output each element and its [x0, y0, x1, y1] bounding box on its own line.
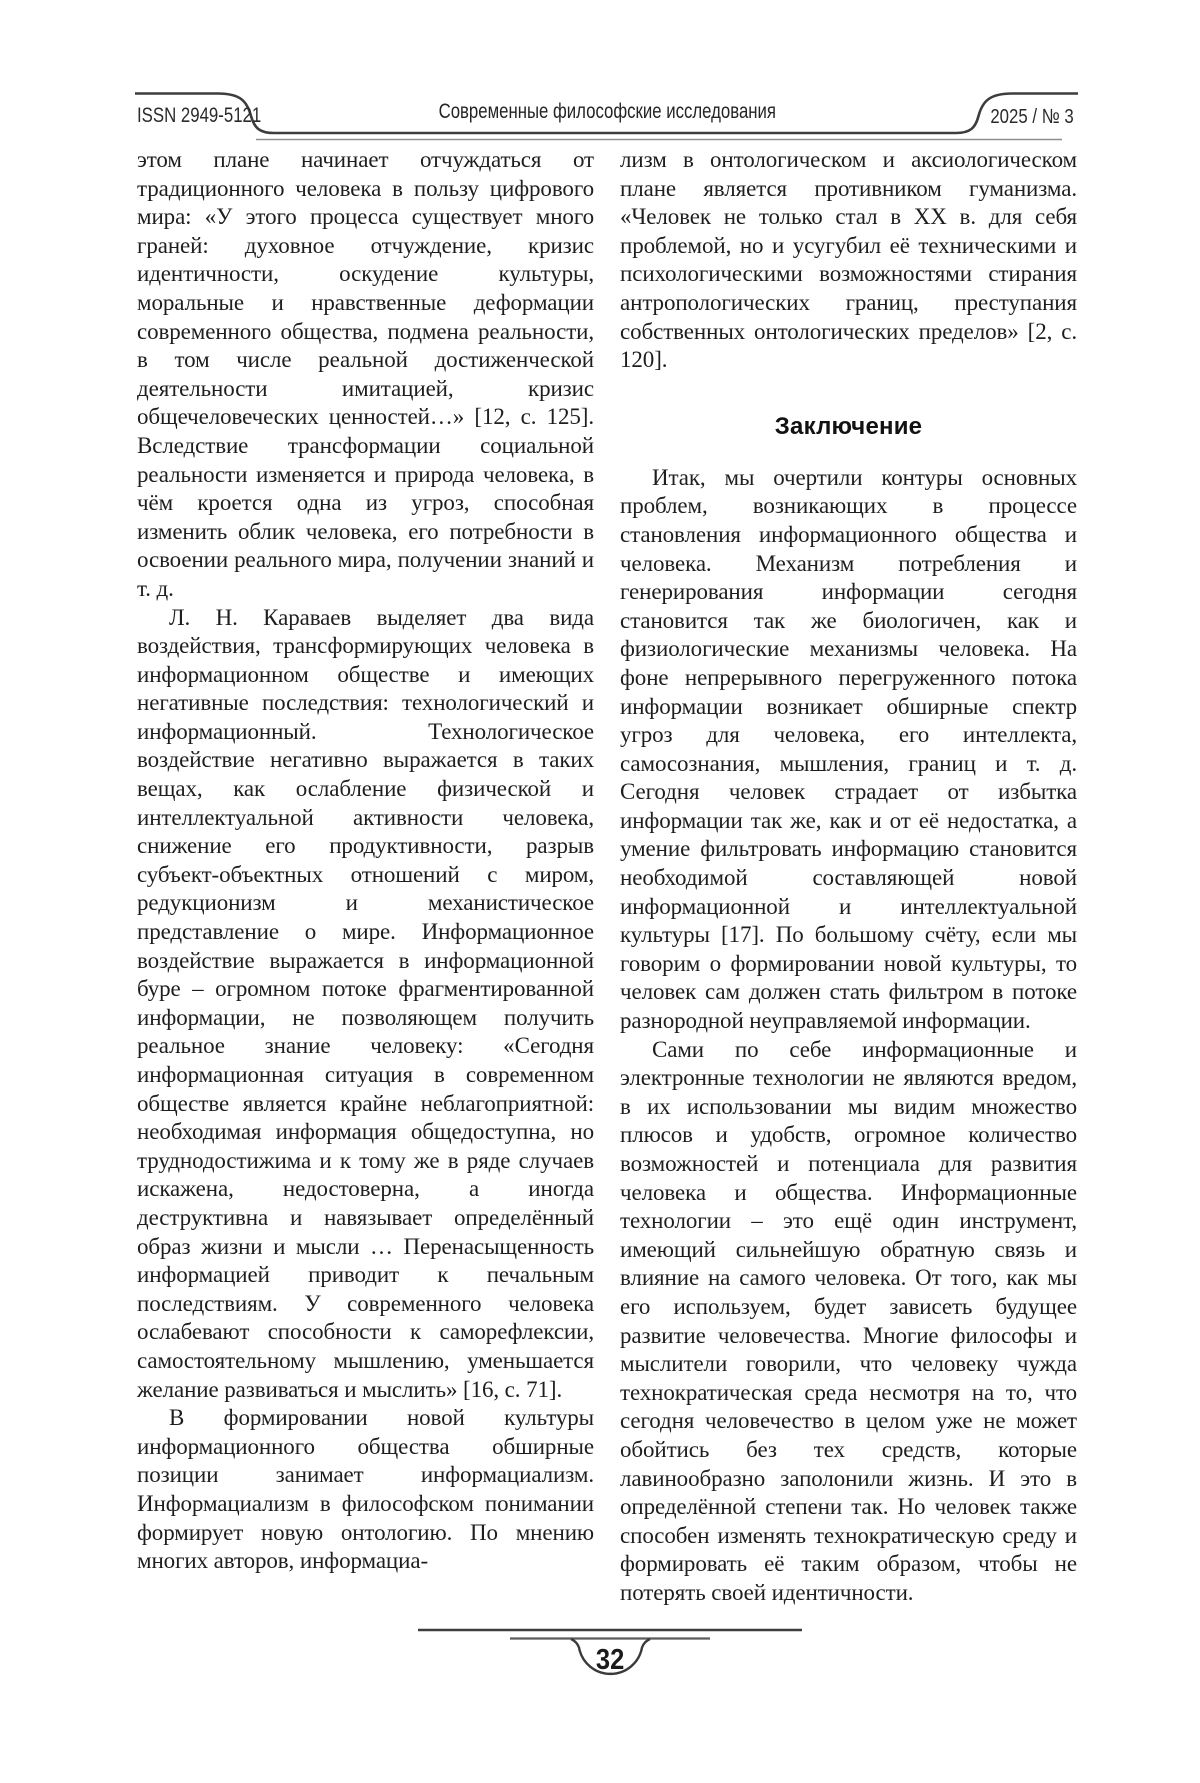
body-paragraph: Сами по себе информационные и электронные технологии не являются вредом, в их использовании мы видим множество плюсов и удобств, огромное количество возможностей и потенциала для развития человека и общества. Информационные технологии – это ещё один инструмент, имеющий сильнейшую обратную связь и влияние на самого человека. От того, как мы его используем, будет зависеть будущее развитие человечества. Многие философы и мыслители говорили, что человеку чужда технократическая среда несмотря на то, что сегодня человечество в целом уже не может обойтись без тех средств, которые лавинообразно заполонили жизнь. И это в определённой степени так. Но человек также способен изменять технократическую среду и формировать её таким образом, чтобы не потерять своей идентичности.	[620, 1036, 1077, 1605]
header-issue: 2025 / № 3	[990, 105, 1074, 128]
header-issn: ISSN 2949-5121	[137, 104, 262, 127]
header-journal-title-text: Современные философские исследования	[438, 99, 776, 123]
section-heading-conclusion: Заключение	[774, 412, 923, 440]
right-column	[620, 146, 1077, 1608]
page-number-text: 32	[595, 1644, 625, 1676]
left-column	[137, 146, 594, 1576]
header-journal-title	[136, 99, 1078, 124]
body-paragraph: этом плане начинает отчуждаться от традиционного человека в пользу цифрового мира: «У этого процесса существует много граней: духовное отчуждение, кризис идентичности, оскудение культуры, моральные и нравственные деформации современного общества, подмена реальности, в том числе реальной достиженческой деятельности имитацией, кризис общечеловеческих ценностей…» [12, с. 125]. Вследствие трансформации социальной реальности изменяется и природа человека, в чём кроется одна из угроз, способная изменить облик человека, его потребности в освоении реального мира, получении знаний и т. д.	[137, 147, 594, 601]
body-paragraph: Л. Н. Караваев выделяет два вида воздействия, трансформирующих человека в информационном обществе и имеющих негативные последствия: технологический и информационный. Технологическое воздействие негативно выражается в таких вещах, как ослабление физической и интеллектуальной активности человека, снижение его продуктивности, разрыв субъект-объектных отношений с миром, редукционизм и механистическое представление о мире. Информационное воздействие выражается в информационной буре – огромном потоке фрагментированной информации, не позволяющем получить реальное знание человеку: «Сегодня информационная ситуация в современном обществе является крайне неблагоприятной: необходимая информация общедоступна, но труднодостижима и к тому же в ряде случаев искажена, недостоверна, а иногда деструктивна и навязывает определённый образ жизни и мысли … Перенасыщенность информацией приводит к печальным последствиям. У современного человека ослабевают способности к саморефлексии, самостоятельному мышлению, уменьшается желание развиваться и мыслить» [16, с. 71].	[137, 604, 594, 1402]
page-number	[565, 1644, 655, 1677]
body-paragraph: Итак, мы очертили контуры основных проблем, возникающих в процессе становления информационного общества и человека. Механизм потребления и генерирования информации сегодня становится так же биологичен, как и физиологические механизмы человека. На фоне непрерывного перегруженного потока информации возникает обширные спектр угроз для человека, его интеллекта, самосознания, мышления, границ и т. д. Сегодня человек страдает от избытка информации так же, как и от её недостатка, а умение фильтровать информацию становится необходимой составляющей новой информационной и интеллектуальной культуры [17]. По большому счёту, если мы говорим о формировании новой культуры, то человек сам должен стать фильтром в потоке разнородной неуправляемой информации.	[620, 464, 1077, 1034]
body-paragraph: В формировании новой культуры информационного общества обширные позиции занимает информациализм. Информациализм в философском понимании формирует новую онтологию. По мнению многих авторов, информациа-	[137, 1405, 594, 1574]
body-paragraph: лизм в онтологическом и аксиологическом плане является противником гуманизма. «Человек не только стал в XX в. для себя проблемой, но и усугубил её техническими и психологическими возможностями стирания антропологических границ, преступания собственных онтологических пределов» [2, с. 120].	[620, 147, 1077, 373]
